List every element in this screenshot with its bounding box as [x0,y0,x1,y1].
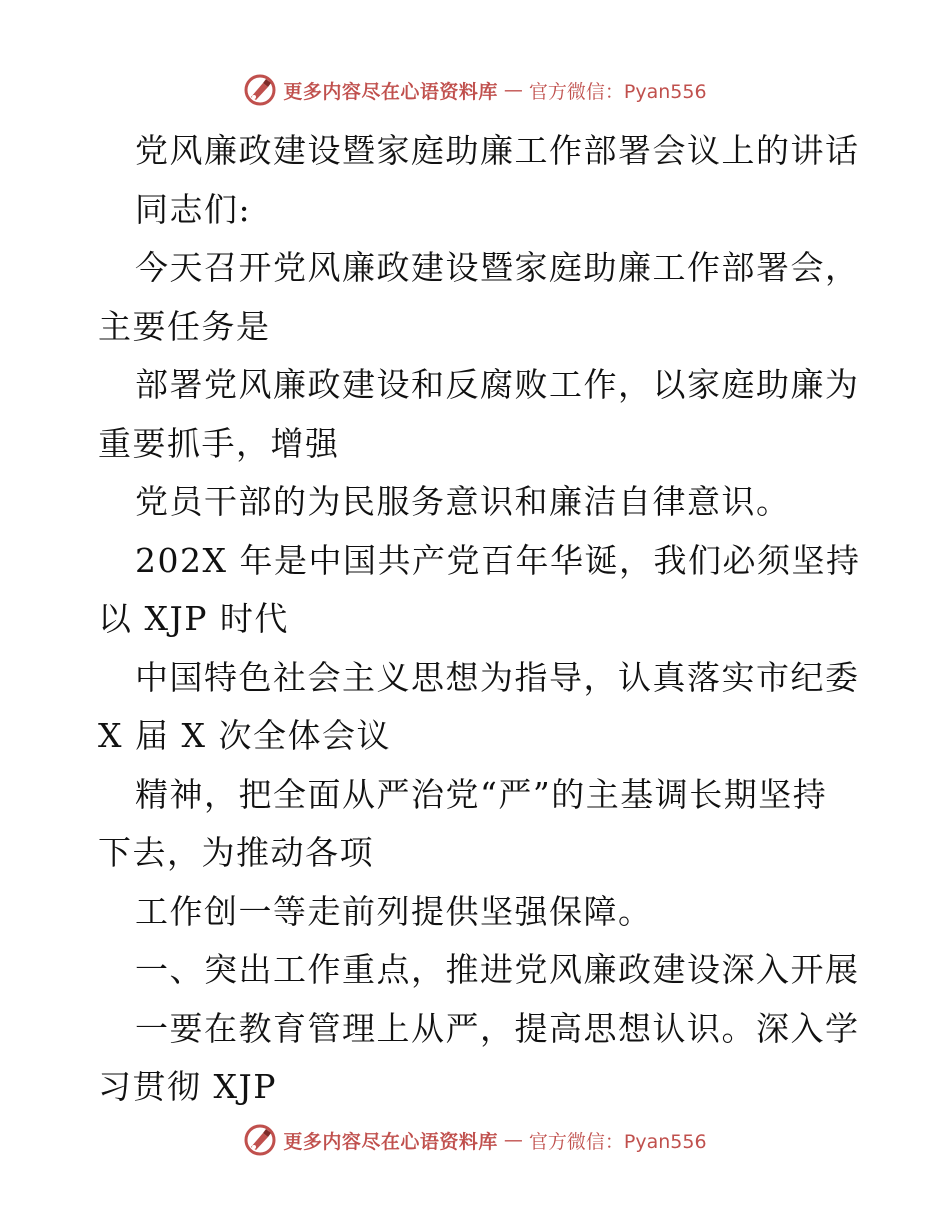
footer-watermark [0,1120,950,1160]
doc-line: 党风廉政建设暨家庭助廉工作部署会议上的讲话 [135,131,860,170]
doc-line: 下去，为推动各项 [98,833,374,872]
doc-line: 一要在教育管理上从严，提高思想认识。深入学 [135,1008,860,1048]
watermark-account: 官方微信：Pyan556 [528,80,707,103]
document-body [98,122,861,1117]
watermark-account: 官方微信：Pyan556 [528,1130,707,1153]
pen-logo-icon [243,73,277,107]
doc-line: 主要任务是 [98,306,271,346]
doc-line: 重要抓手，增强 [98,423,340,463]
pen-logo-icon [243,1123,277,1157]
doc-line: 中国特色社会主义思想为指导，认真落实市纪委 [135,657,860,697]
doc-line: 部署党风廉政建设和反腐败工作，以家庭助廉为 [135,365,860,404]
doc-line: 以 XJP 时代 [98,599,289,638]
watermark-text: 更多内容尽在心语资料库 [283,1130,498,1153]
watermark-dash: — [503,1129,523,1151]
doc-line: 202X 年是中国共产党百年华诞，我们必须坚持 [135,540,861,580]
doc-line: 工作创一等走前列提供坚强保障。 [135,891,653,931]
doc-line: X 届 X 次全体会议 [98,716,391,755]
doc-line: 一、突出工作重点，推进党风廉政建设深入开展 [135,950,860,989]
watermark-text: 更多内容尽在心语资料库 [283,80,498,103]
doc-line: 习贯彻 XJP [98,1067,277,1106]
doc-line: 精神，把全面从严治党“严”的主基调长期坚持 [135,774,828,814]
watermark-dash: — [503,79,523,101]
header-watermark [0,70,950,110]
doc-line: 党员干部的为民服务意识和廉洁自律意识。 [135,482,791,521]
doc-line: 同志们: [135,189,252,229]
doc-line: 今天召开党风廉政建设暨家庭助廉工作部署会， [135,248,860,287]
